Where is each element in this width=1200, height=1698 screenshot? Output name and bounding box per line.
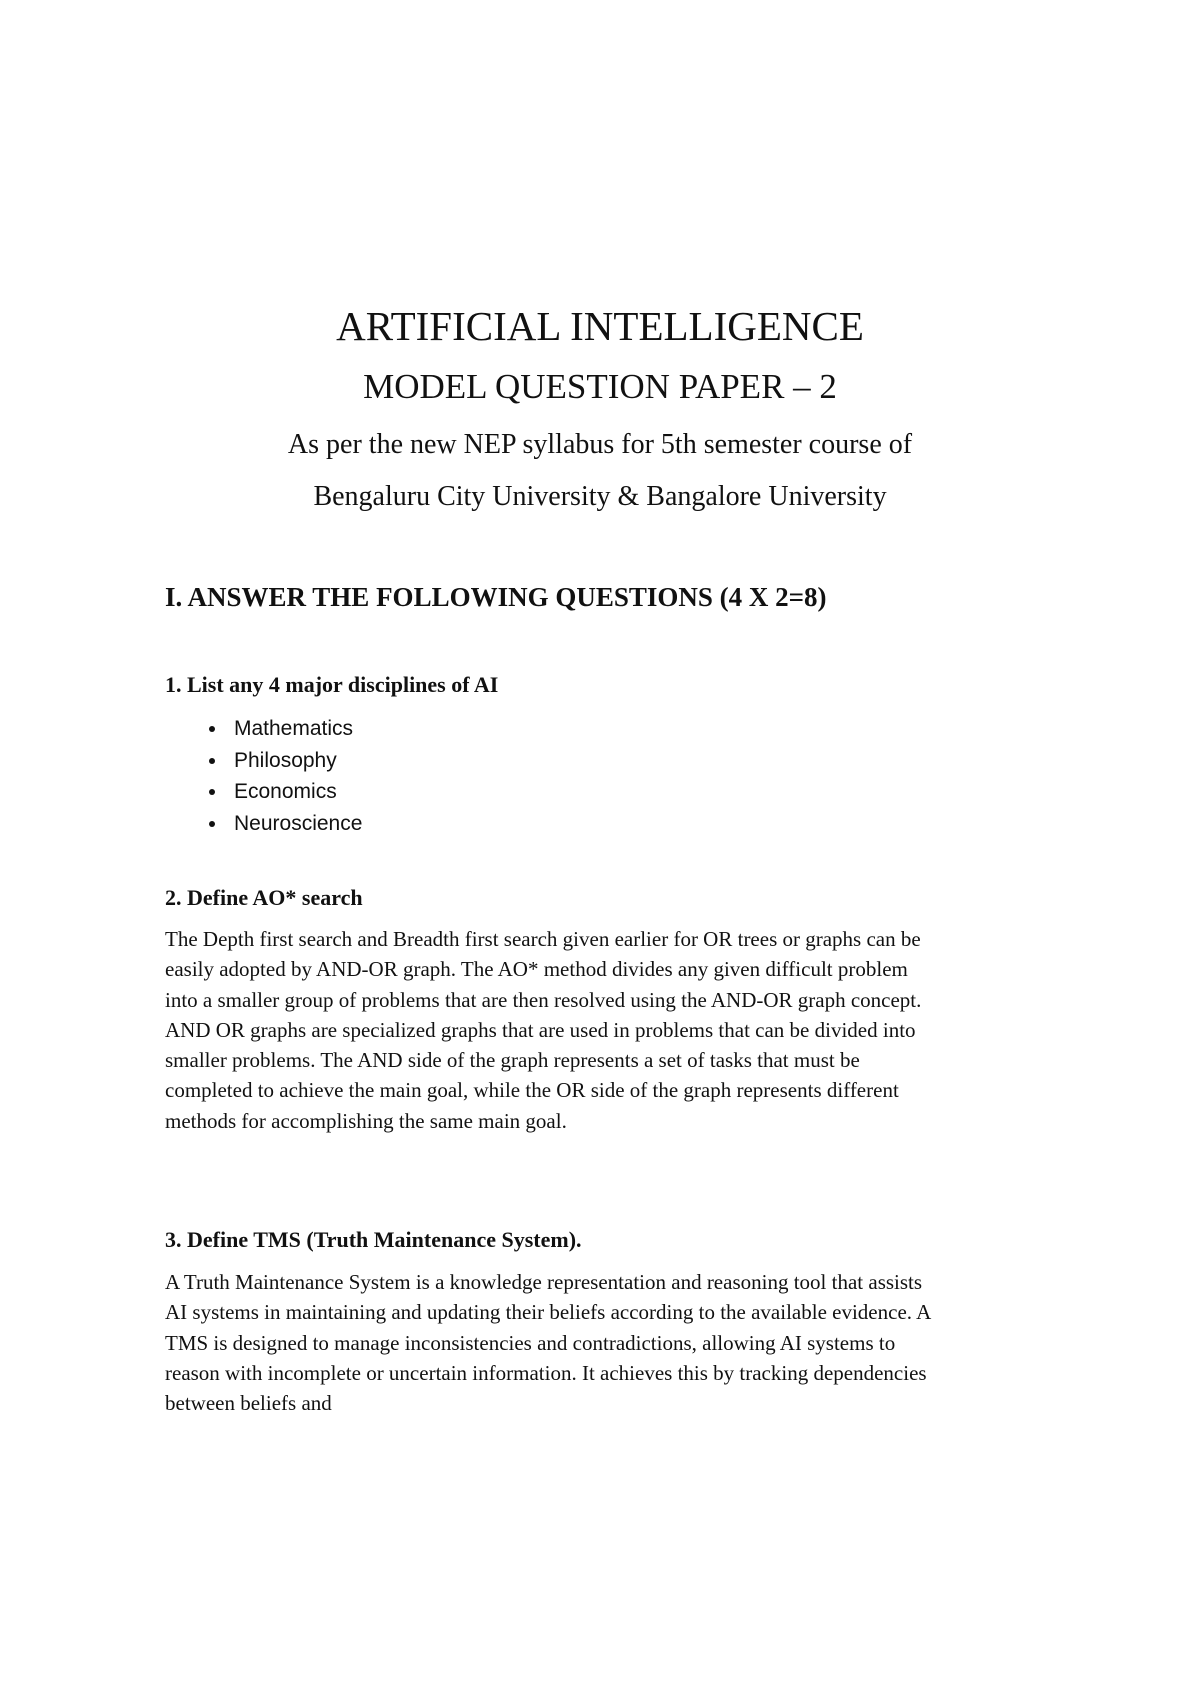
question-3-heading: 3. Define TMS (Truth Maintenance System).	[165, 1227, 582, 1252]
list-item: • Economics	[228, 776, 362, 808]
question-3-answer: A Truth Maintenance System is a knowledge representation and reasoning tool that assists AI systems in maintaining and updating their beliefs according to the available evidence. A TMS is designed to manage inconsistencies and contradictions, allowing AI systems to reason with incomplete or uncertain information. It achieves this by tracking dependencies between beliefs and	[165, 1270, 931, 1416]
list-item: • Philosophy	[228, 745, 362, 777]
section-heading: I. ANSWER THE FOLLOWING QUESTIONS (4 X 2=8)	[165, 582, 827, 612]
list-item: • Neuroscience	[228, 808, 362, 840]
document-title: ARTIFICIAL INTELLIGENCE	[336, 303, 864, 349]
syllabus-line-1: As per the new NEP syllabus for 5th semester course of	[287, 429, 913, 460]
question-1-heading: 1. List any 4 major disciplines of AI	[165, 672, 499, 697]
question-2-answer: The Depth first search and Breadth first search given earlier for OR trees or graphs can be easily adopted by AND-OR graph. The AO* method divides any given difficult problem into a smaller group of problems that are then resolved using the AND-OR graph concept. AND OR graphs are specialized graphs that are used in problems that can be divided into smaller problems. The AND side of the graph represents a set of tasks that must be completed to achieve the main goal, while the OR side of the graph represents different methods for accomplishing the same main goal.	[165, 927, 922, 1133]
syllabus-line-2: Bengaluru City University & Bangalore University	[313, 481, 887, 512]
document-subtitle: MODEL QUESTION PAPER – 2	[363, 367, 837, 406]
list-item: • Mathematics	[228, 713, 362, 745]
question-1-answer-list	[198, 713, 362, 839]
question-2-heading: 2. Define AO* search	[165, 885, 363, 910]
